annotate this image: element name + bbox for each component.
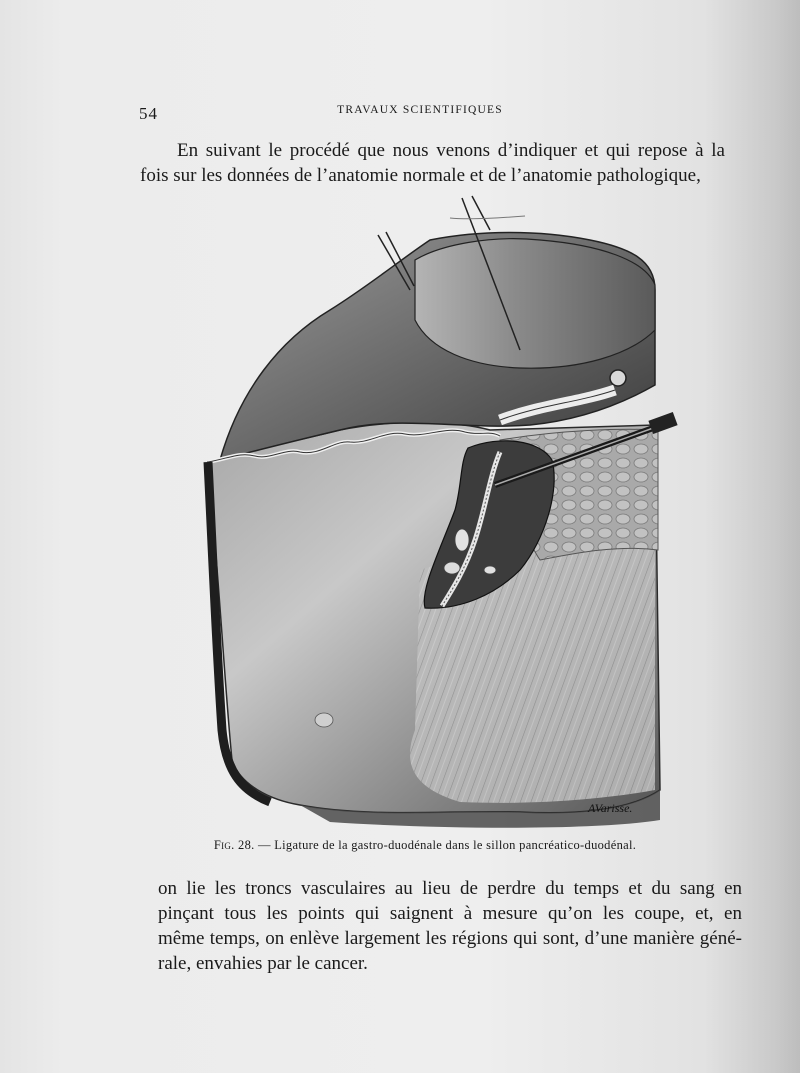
paragraph-line: En suivant le procédé que nous venons d’indiquer et qui repose à la: [177, 140, 725, 161]
lymph-node: [444, 562, 460, 574]
anatomical-illustration: [200, 190, 680, 830]
figure-caption: [0, 838, 800, 853]
lymph-node: [315, 713, 333, 727]
lymph-node: [455, 529, 469, 551]
suture-thread: [450, 216, 525, 219]
running-head: TRAVAUX SCIENTIFIQUES: [337, 104, 503, 116]
paragraph-line: rale, envahies par le cancer.: [158, 953, 368, 974]
paragraph-top: [140, 138, 725, 188]
page-number: 54: [139, 104, 158, 123]
probe-handle: [648, 412, 677, 434]
suture-thread: [472, 196, 490, 230]
paragraph-line: fois sur les données de l’anatomie normale et de l’anatomie pathologique,: [140, 165, 701, 186]
paragraph-bottom: [158, 876, 742, 976]
paragraph-line: on lie les troncs vasculaires au lieu de perdre du temps et du sang en: [158, 878, 742, 899]
lymph-node: [484, 566, 496, 574]
artist-signature: AVarisse.: [588, 801, 633, 815]
paragraph-line: même temps, on enlève largement les régions qui sont, d’une manière géné-: [158, 928, 742, 949]
ligature-knot: [610, 370, 626, 386]
paragraph-line: pinçant tous les points qui saignent à mesure qu’on les coupe, et, en: [158, 903, 742, 924]
figure-caption-text: — Ligature de la gastro-duodénale dans le sillon pancréatico-duodénal.: [258, 838, 637, 852]
reflected-flap: [415, 239, 655, 368]
figure-label: Fig. 28.: [213, 838, 255, 852]
